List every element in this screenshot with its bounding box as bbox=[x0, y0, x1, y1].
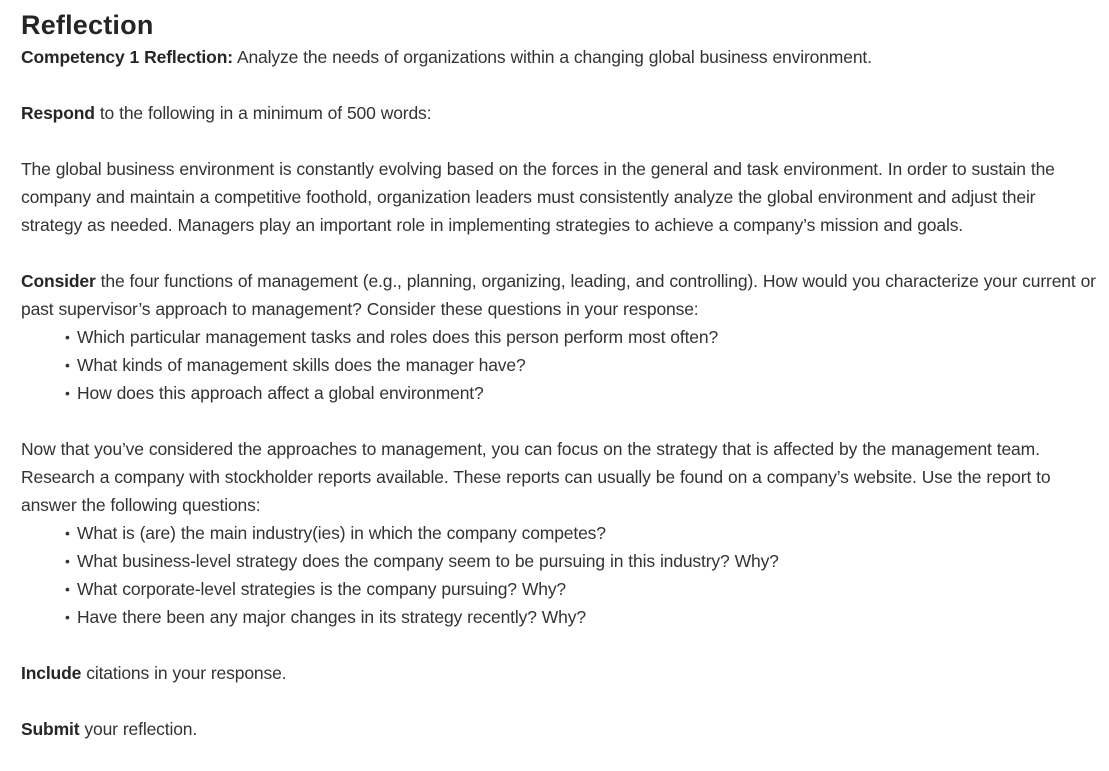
strategy-questions-list bbox=[21, 519, 1101, 631]
list-item bbox=[65, 603, 1101, 631]
list-item-text: What corporate-level strategies is the company pursuing? Why? bbox=[77, 579, 567, 599]
submit-instruction bbox=[21, 715, 1101, 743]
bullet-icon: • bbox=[65, 385, 70, 401]
include-text: citations in your response. bbox=[81, 663, 287, 683]
consider-instruction bbox=[21, 267, 1101, 323]
reflection-document bbox=[21, 0, 1101, 743]
list-item bbox=[65, 547, 1101, 575]
spacer bbox=[21, 127, 1101, 155]
bullet-icon: • bbox=[65, 525, 70, 541]
include-label: Include bbox=[21, 663, 82, 683]
bullet-icon: • bbox=[65, 357, 70, 373]
management-questions-list bbox=[21, 323, 1101, 407]
spacer bbox=[21, 407, 1101, 435]
list-item-text: Have there been any major changes in its strategy recently? Why? bbox=[77, 607, 586, 627]
consider-text: the four functions of management (e.g., planning, organizing, leading, and controlling). How would you characterize your current or past supervisor’s approach to management? Consider these questions in your response: bbox=[21, 271, 1096, 319]
submit-text: your reflection. bbox=[79, 719, 198, 739]
list-item bbox=[65, 575, 1101, 603]
list-item-text: How does this approach affect a global environment? bbox=[77, 383, 484, 403]
spacer bbox=[21, 239, 1101, 267]
list-item-text: What kinds of management skills does the manager have? bbox=[77, 355, 526, 375]
spacer bbox=[21, 687, 1101, 715]
spacer bbox=[21, 71, 1101, 99]
bullet-icon: • bbox=[65, 553, 70, 569]
list-item bbox=[65, 351, 1101, 379]
list-item-text: What is (are) the main industry(ies) in which the company competes? bbox=[77, 523, 606, 543]
competency-text: Analyze the needs of organizations within a changing global business environment. bbox=[232, 47, 872, 67]
competency-label: Competency 1 Reflection: bbox=[21, 47, 233, 67]
bullet-icon: • bbox=[65, 329, 70, 345]
spacer bbox=[21, 631, 1101, 659]
competency-statement bbox=[21, 43, 1101, 71]
intro-paragraph: The global business environment is constantly evolving based on the forces in the general and task environment. In order to sustain the company and maintain a competitive foothold, organization leaders must consistently analyze the global environment and adjust their strategy as needed. Managers play an important role in implementing strategies to achieve a company’s mission and goals. bbox=[21, 159, 1055, 235]
respond-label: Respond bbox=[21, 103, 95, 123]
list-item bbox=[65, 323, 1101, 351]
respond-text: to the following in a minimum of 500 words: bbox=[94, 103, 432, 123]
list-item bbox=[65, 519, 1101, 547]
include-instruction bbox=[21, 659, 1101, 687]
consider-label: Consider bbox=[21, 271, 96, 291]
respond-instruction bbox=[21, 99, 1101, 127]
page-title: Reflection bbox=[21, 10, 154, 40]
bullet-icon: • bbox=[65, 581, 70, 597]
strategy-paragraph: Now that you’ve considered the approaches to management, you can focus on the strategy that is affected by the management team. Research a company with stockholder reports available. These reports can usually be found on a company’s website. Use the report to answer the following questions: bbox=[21, 439, 1051, 515]
list-item-text: Which particular management tasks and roles does this person perform most often? bbox=[77, 327, 719, 347]
list-item-text: What business-level strategy does the company seem to be pursuing in this industry? Why? bbox=[77, 551, 779, 571]
list-item bbox=[65, 379, 1101, 407]
bullet-icon: • bbox=[65, 609, 70, 625]
submit-label: Submit bbox=[21, 719, 80, 739]
